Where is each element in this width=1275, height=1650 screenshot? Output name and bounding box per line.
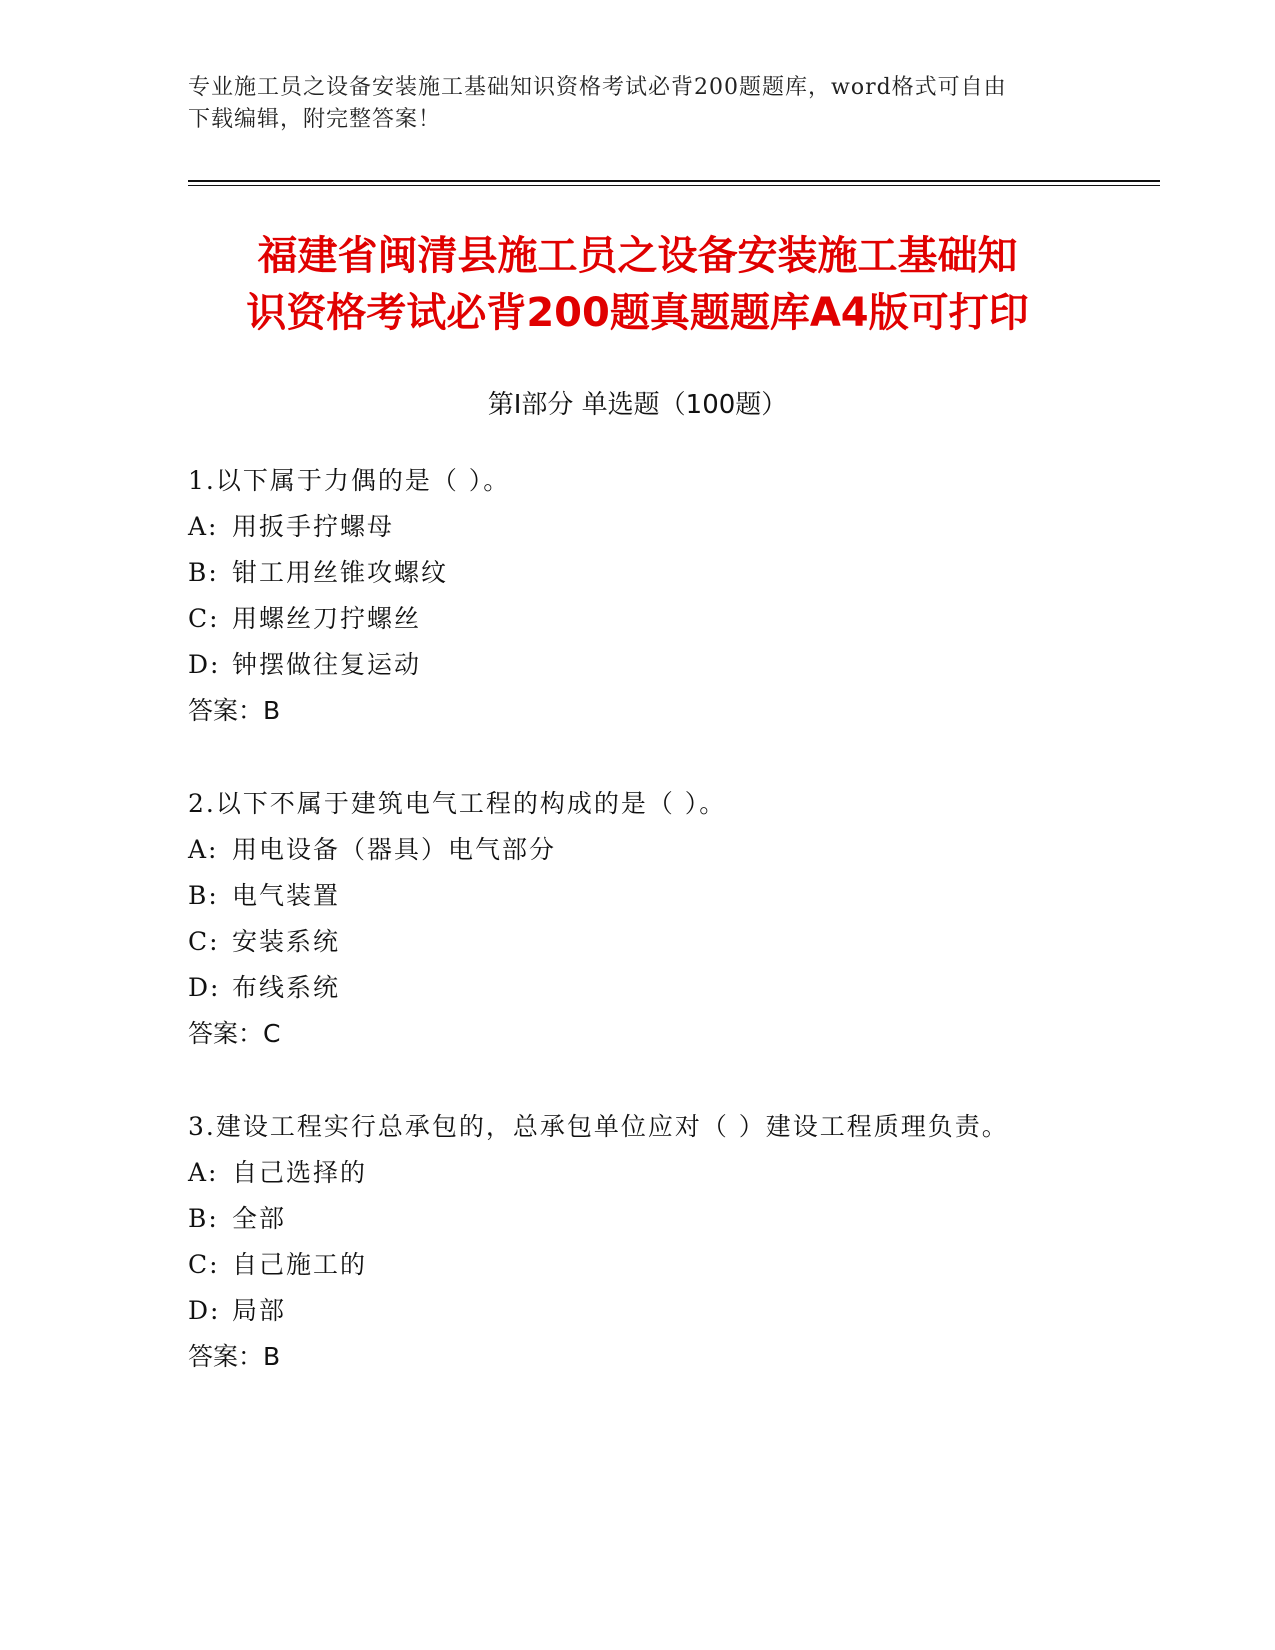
option-text: 局部 [232, 1296, 287, 1325]
option-a [188, 827, 1148, 873]
document-title [150, 228, 1125, 342]
option-c [188, 919, 1148, 965]
option-label: C: [188, 1250, 220, 1279]
option-a [188, 1150, 1148, 1196]
option-label: A: [188, 1158, 219, 1187]
question-1 [188, 458, 1148, 734]
question-stem: 3.建设工程实行总承包的，总承包单位应对（ ）建设工程质理负责。 [188, 1112, 1009, 1141]
option-text: 用电设备（器具）电气部分 [232, 835, 557, 864]
option-c [188, 1242, 1148, 1288]
option-text: 安装系统 [232, 927, 341, 956]
answer: 答案：B [188, 696, 281, 725]
option-text: 布线系统 [232, 973, 341, 1002]
option-label: B: [188, 1204, 219, 1233]
option-label: C: [188, 604, 220, 633]
option-text: 用螺丝刀拧螺丝 [232, 604, 422, 633]
option-label: D: [188, 650, 221, 679]
question-2 [188, 781, 1148, 1057]
option-d [188, 965, 1148, 1011]
option-label: A: [188, 835, 219, 864]
header-rule-thick [188, 180, 1160, 182]
option-text: 自己施工的 [232, 1250, 368, 1279]
header-note [188, 72, 1088, 136]
option-label: B: [188, 881, 219, 910]
section-heading: 第Ⅰ部分 单选题（100题） [487, 390, 788, 420]
option-label: C: [188, 927, 220, 956]
option-label: B: [188, 558, 219, 587]
option-b [188, 1196, 1148, 1242]
question-stem: 1.以下属于力偶的是（ ）。 [188, 466, 511, 495]
document-title-line-1: 福建省闽清县施工员之设备安装施工基础知 [257, 233, 1018, 279]
option-label: D: [188, 1296, 221, 1325]
question-stem: 2.以下不属于建筑电气工程的构成的是（ ）。 [188, 789, 727, 818]
header-note-line-2: 下载编辑，附完整答案！ [188, 107, 442, 132]
header-note-line-1: 专业施工员之设备安装施工基础知识资格考试必背200题题库，word格式可自由 [188, 75, 1007, 100]
answer: 答案：B [188, 1342, 281, 1371]
option-d [188, 642, 1148, 688]
option-text: 全部 [232, 1204, 287, 1233]
option-c [188, 596, 1148, 642]
option-text: 自己选择的 [232, 1158, 368, 1187]
option-a [188, 504, 1148, 550]
document-title-line-2: 识资格考试必背200题真题题库A4版可打印 [246, 290, 1029, 336]
option-text: 钳工用丝锥攻螺纹 [232, 558, 449, 587]
option-label: D: [188, 973, 221, 1002]
option-d [188, 1288, 1148, 1334]
option-b [188, 550, 1148, 596]
option-label: A: [188, 512, 219, 541]
option-text: 用扳手拧螺母 [232, 512, 395, 541]
question-3 [188, 1104, 1148, 1380]
option-text: 电气装置 [232, 881, 341, 910]
option-text: 钟摆做往复运动 [232, 650, 422, 679]
option-b [188, 873, 1148, 919]
header-rule-thin [188, 185, 1160, 186]
answer: 答案：C [188, 1019, 281, 1048]
